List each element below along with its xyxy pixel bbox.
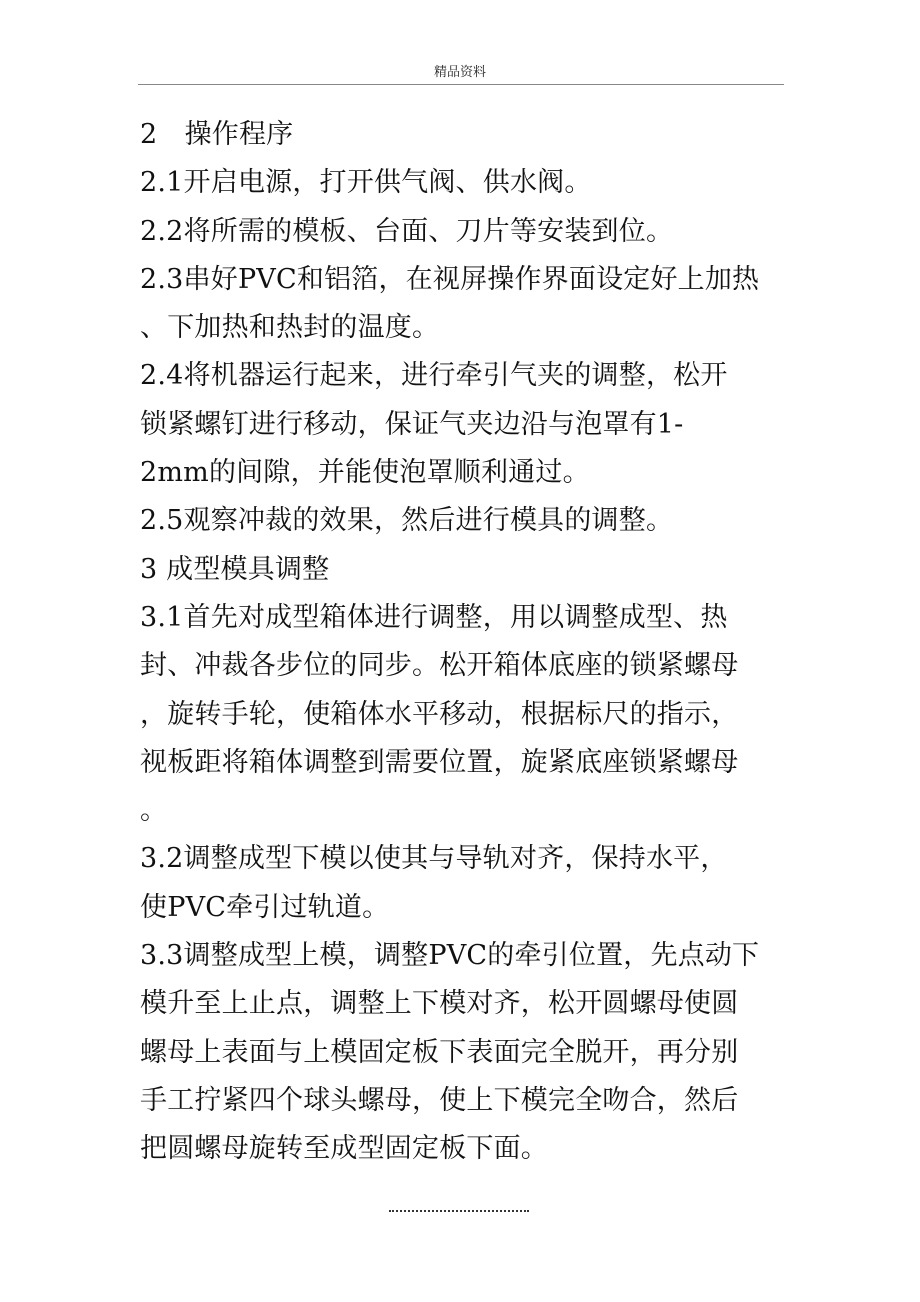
document-body [140,111,780,1174]
text-line: 2mm的间隙，并能使泡罩顺利通过。 [140,457,590,489]
text-line: 封、冲裁各步位的同步。松开箱体底座的锁紧螺母 [140,650,739,682]
text-line: 、下加热和热封的温度。 [140,312,440,344]
section-heading: 3 成型模具调整 [140,553,330,585]
text-line: 2.3串好PVC和铝箔，在视屏操作界面设定好上加热 [140,263,760,295]
text-line: 螺母上表面与上模固定板下表面完全脱开，再分别 [140,1036,739,1068]
text-line: 2.4将机器运行起来，进行牵引气夹的调整，松开 [140,360,728,392]
text-line: 把圆螺母旋转至成型固定板下面。 [140,1133,548,1165]
text-line: 锁紧螺钉进行移动，保证气夹边沿与泡罩有1- [140,408,684,440]
text-line: 2.2将所需的模板、台面、刀片等安装到位。 [140,215,674,247]
footer-dotted-rule [389,1210,529,1212]
header-divider [138,84,784,85]
text-line: ，旋转手轮，使箱体水平移动，根据标尺的指示， [140,698,739,730]
text-line: 模升至上止点，调整上下模对齐，松开圆螺母使圆 [140,988,739,1020]
text-line: 3.2调整成型下模以使其与导轨对齐，保持水平， [140,843,728,875]
page-header-title: 精品资料 [433,65,486,80]
section-heading: 2 操作程序 [140,119,294,150]
text-line: 3.3调整成型上模，调整PVC的牵引位置，先点动下 [140,940,760,972]
text-line: 3.1首先对成型箱体进行调整，用以调整成型、热 [140,601,728,633]
text-line: 2.5观察冲裁的效果，然后进行模具的调整。 [140,505,674,537]
text-line: 手工拧紧四个球头螺母，使上下模完全吻合，然后 [140,1084,739,1116]
text-line: 2.1开启电源，打开供气阀、供水阀。 [140,167,592,199]
text-line: 视板距将箱体调整到需要位置，旋紧底座锁紧螺母 [140,746,739,778]
text-line: 使PVC牵引过轨道。 [140,891,390,923]
text-line: 。 [140,795,168,827]
